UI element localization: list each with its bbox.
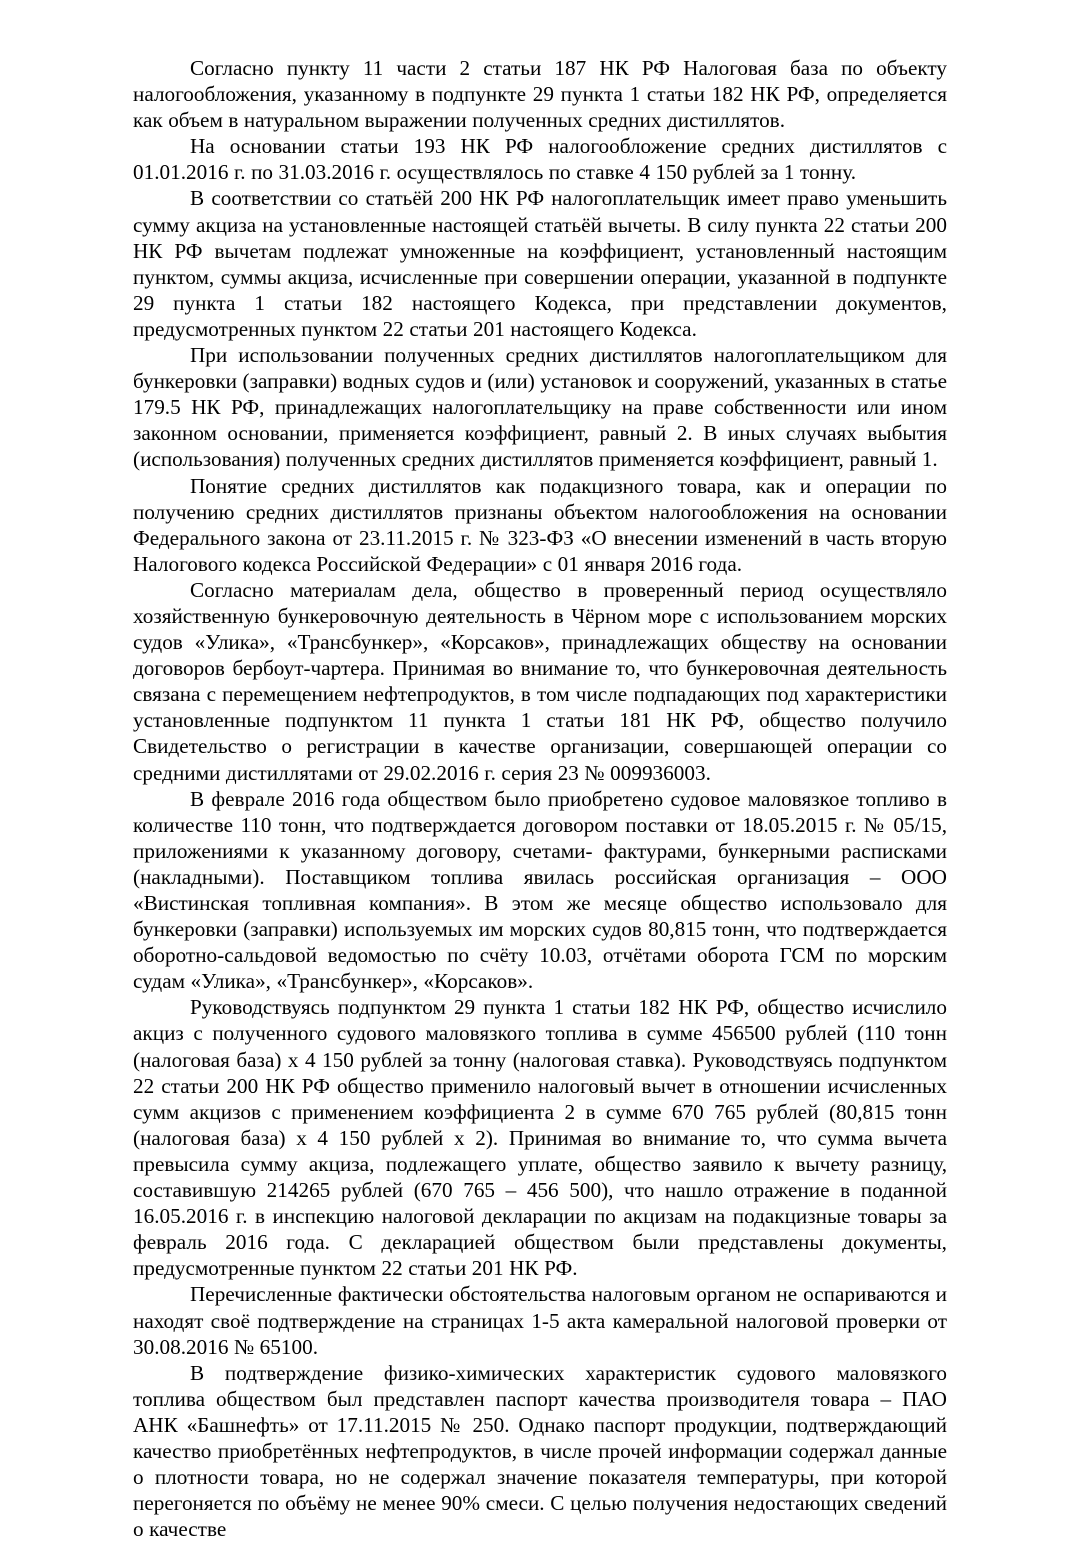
paragraph-7: В феврале 2016 года обществом было приобретено судовое маловязкое топливо в количестве 110 тонн, что подтверждается договором поставки от 18.05.2015 г. № 05/15, приложениями к указанному договору, счетами- фактурами, бункерными расписками (накладными). Поставщиком топлива явилась российская организация – ООО «Вистинская топливная компания». В этом же месяце общество использовало для бункеровки (заправки) используемых им морских судов 80,815 тонн, что подтверждается оборотно-сальдовой ведомостью по счёту 10.03, отчётами оборота ГСМ по морским судам «Улика», «Трансбункер», «Корсаков». bbox=[133, 786, 947, 994]
paragraph-1: Согласно пункту 11 части 2 статьи 187 НК РФ Налоговая база по объекту налогообложения, указанному в подпункте 29 пункта 1 статьи 182 НК РФ, определяется как объем в натуральном выражении полученных средних дистиллятов. bbox=[133, 56, 947, 133]
document-body bbox=[133, 55, 947, 1542]
paragraph-10: В подтверждение физико-химических характеристик судового маловязкого топлива обществом был представлен паспорт качества производителя товара – ПАО АНК «Башнефть» от 17.11.2015 № 250. Однако паспорт продукции, подтверждающий качество приобретённых нефтепродуктов, в числе прочей информации содержал данные о плотности товара, но не содержал значение показателя температуры, при которой перегоняется по объёму не менее 90% смеси. С целью получения недостающих сведений о качестве bbox=[133, 1360, 947, 1542]
paragraph-2: На основании статьи 193 НК РФ налогообложение средних дистиллятов с 01.01.2016 г. по 31.03.2016 г. осуществлялось по ставке 4 150 рублей за 1 тонну. bbox=[133, 134, 947, 185]
paragraph-3: В соответствии со статьёй 200 НК РФ налогоплательщик имеет право уменьшить сумму акциза на установленные настоящей статьёй вычеты. В силу пункта 22 статьи 200 НК РФ вычетам подлежат умноженные на коэффициент, установленный настоящим пунктом, суммы акциза, исчисленные при совершении операции, указанной в подпункте 29 пункта 1 статьи 182 настоящего Кодекса, при представлении документов, предусмотренных пунктом 22 статьи 201 настоящего Кодекса. bbox=[133, 186, 947, 341]
paragraph-8: Руководствуясь подпунктом 29 пункта 1 статьи 182 НК РФ, общество исчислило акциз с полученного судового маловязкого топлива в сумме 456500 рублей (110 тонн (налоговая база) х 4 150 рублей за тонну (налоговая ставка). Руководствуясь подпунктом 22 статьи 200 НК РФ общество применило налоговый вычет в отношении исчисленных сумм акцизов с применением коэффициента 2 в сумме 670 765 рублей (80,815 тонн (налоговая база) х 4 150 рублей х 2). Принимая во внимание то, что сумма вычета превысила сумму акциза, подлежащего уплате, общество заявило к вычету разницу, составившую 214265 рублей (670 765 – 456 500), что нашло отражение в поданной 16.05.2016 г. в инспекцию налоговой декларации по акцизам на подакцизные товары за февраль 2016 года. С декларацией обществом были представлены документы, предусмотренные пунктом 22 статьи 201 НК РФ. bbox=[133, 995, 947, 1281]
paragraph-5: Понятие средних дистиллятов как подакцизного товара, как и операции по получению средних дистиллятов признаны объектом налогообложения на основании Федерального закона от 23.11.2015 г. № 323-ФЗ «О внесении изменений в часть вторую Налогового кодекса Российской Федерации» с 01 января 2016 года. bbox=[133, 473, 947, 576]
paragraph-6: Согласно материалам дела, общество в проверенный период осуществляло хозяйственную бункеровочную деятельность в Чёрном море с использованием морских судов «Улика», «Трансбункер», «Корсаков», принадлежащих обществу на основании договоров бербоут-чартера. Принимая во внимание то, что бункеровочная деятельность связана с перемещением нефтепродуктов, в том числе подпадающих под характеристики установленные подпунктом 11 пункта 1 статьи 181 НК РФ, общество получило Свидетельство о регистрации в качестве организации, совершающей операции со средними дистиллятами от 29.02.2016 г. серия 23 № 009936003. bbox=[133, 577, 947, 785]
paragraph-4: При использовании полученных средних дистиллятов налогоплательщиком для бункеровки (заправки) водных судов и (или) установок и сооружений, указанных в статье 179.5 НК РФ, принадлежащих налогоплательщику на праве собственности или ином законном основании, применяется коэффициент, равный 2. В иных случаях выбытия (использования) полученных средних дистиллятов применяется коэффициент, равный 1. bbox=[133, 343, 947, 472]
paragraph-9: Перечисленные фактически обстоятельства налоговым органом не оспариваются и находят своё подтверждение на страницах 1-5 акта камеральной налоговой проверки от 30.08.2016 № 65100. bbox=[133, 1282, 947, 1359]
